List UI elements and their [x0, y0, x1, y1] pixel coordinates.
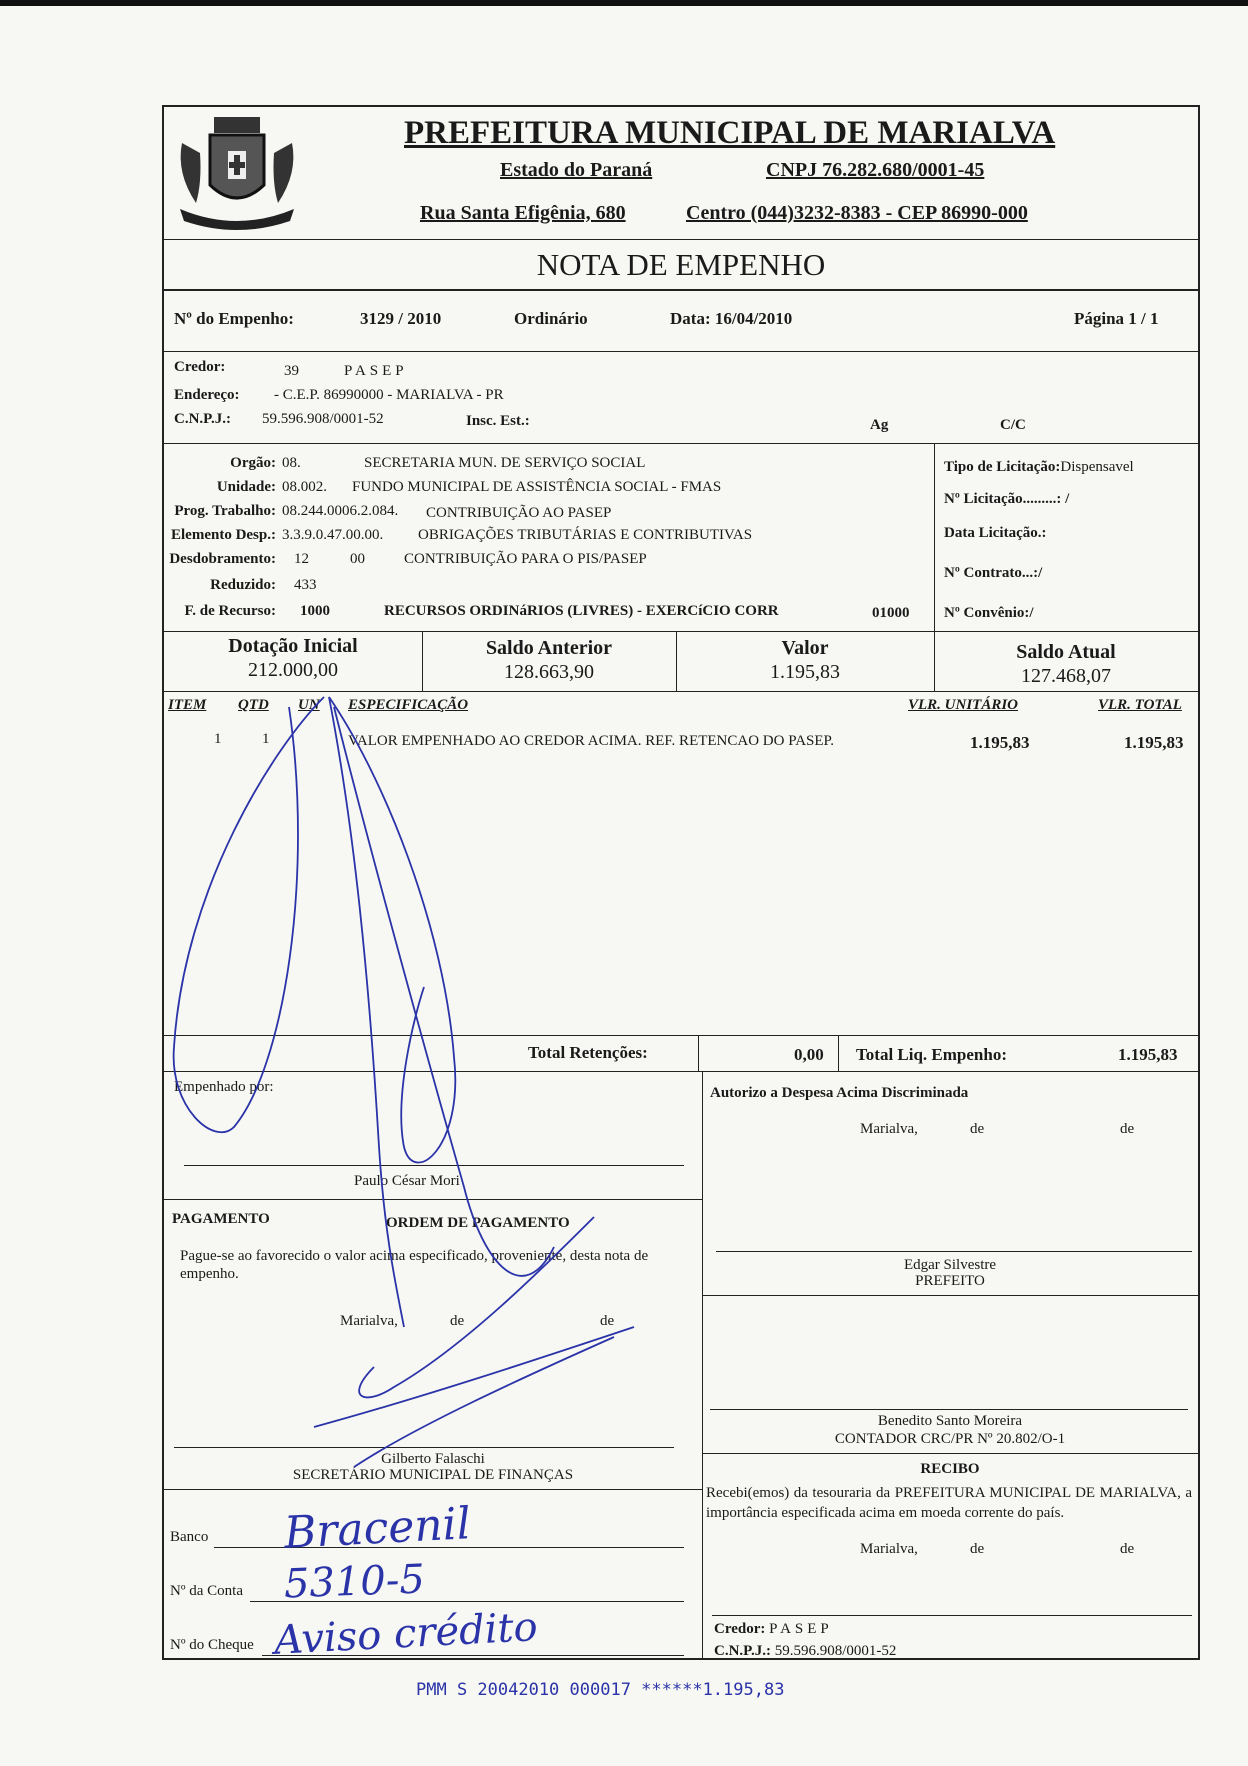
banco-label: Banco	[170, 1529, 209, 1545]
numero-conta-label: Nº da Conta	[170, 1583, 243, 1599]
saldo-atual-value: 127.468,07	[1021, 665, 1111, 687]
total-liquido-label: Total Liq. Empenho:	[856, 1045, 1007, 1064]
document-title: NOTA DE EMPENHO	[536, 247, 826, 282]
recibo-text: Recebi(emos) da tesouraria da PREFEITURA MUNICIPAL DE MARIALVA, a importância especificada acima em moeda corrente do país.	[706, 1485, 1192, 1521]
item-vlr-unitario: 1.195,83	[970, 733, 1030, 752]
insc-est-label: Insc. Est.:	[466, 413, 530, 429]
autorizo-de-2: de	[1120, 1121, 1135, 1137]
saldo-atual-label: Saldo Atual	[1016, 641, 1116, 663]
fonte-recurso-label: F. de Recurso:	[184, 603, 276, 619]
total-retencoes-label: Total Retenções:	[528, 1043, 648, 1062]
valor-value: 1.195,83	[770, 661, 840, 683]
secretario-role: SECRETÁRIO MUNICIPAL DE FINANÇAS	[292, 1467, 574, 1483]
numero-contrato: Nº Contrato...:/	[944, 565, 1043, 581]
data-licitacao: Data Licitação.:	[944, 525, 1047, 541]
cnpj-label: C.N.P.J.:	[174, 411, 231, 427]
empenho-type: Ordinário	[514, 309, 588, 328]
recibo-title: RECIBO	[920, 1461, 980, 1477]
recibo-de-2: de	[1120, 1541, 1135, 1557]
col-un-header: UN	[298, 697, 320, 713]
unidade-desc: FUNDO MUNICIPAL DE ASSISTÊNCIA SOCIAL - FMAS	[352, 479, 722, 495]
ordem-pagamento-label: ORDEM DE PAGAMENTO	[386, 1215, 570, 1231]
desdobramento-code2: 00	[350, 551, 365, 567]
orgao-code: 08.	[282, 455, 301, 471]
dotacao-inicial-value: 212.000,00	[248, 659, 338, 681]
elemento-desc: OBRIGAÇÕES TRIBUTÁRIAS E CONTRIBUTIVAS	[418, 527, 753, 543]
conta-corrente-label: C/C	[1000, 417, 1026, 433]
saldo-anterior-label: Saldo Anterior	[485, 637, 613, 659]
col-qtd-header: QTD	[238, 697, 269, 713]
credor-label: Credor:	[174, 359, 226, 375]
tipo-licitacao	[944, 459, 1134, 476]
desdobramento-code: 12	[294, 551, 309, 567]
tipo-licitacao-label: Tipo de Licitação:	[944, 459, 1061, 475]
pagamento-de-2: de	[600, 1313, 615, 1329]
item-number: 1	[214, 731, 222, 747]
elemento-label: Elemento Desp.:	[171, 527, 276, 543]
center-phone-cep: Centro (044)3232-8383 - CEP 86990-000	[686, 202, 1028, 224]
unidade-label: Unidade:	[216, 479, 276, 495]
orgao-desc: SECRETARIA MUN. DE SERVIÇO SOCIAL	[364, 455, 646, 471]
credor-address: - C.E.P. 86990000 - MARIALVA - PR	[274, 387, 504, 403]
saldo-anterior-value: 128.663,90	[504, 661, 594, 683]
empenhado-por-name: Paulo César Mori	[354, 1173, 460, 1189]
credor-cnpj: 59.596.908/0001-52	[262, 411, 384, 427]
numero-convenio: Nº Convênio:/	[944, 605, 1034, 621]
orgao-label: Orgão:	[230, 455, 276, 471]
empenhado-por-label: Empenhado por:	[174, 1079, 274, 1095]
scan-top-edge	[0, 0, 1248, 6]
tipo-licitacao-value: Dispensavel	[1060, 459, 1134, 475]
pagamento-de-1: de	[450, 1313, 465, 1329]
empenho-number: 3129 / 2010	[360, 309, 442, 328]
agencia-label: Ag	[870, 417, 889, 433]
contador-role: CONTADOR CRC/PR Nº 20.802/O-1	[834, 1431, 1066, 1447]
fonte-recurso-code2: 01000	[872, 605, 910, 621]
page-number: Página 1 / 1	[1074, 309, 1159, 328]
prog-trabalho-label: Prog. Trabalho:	[174, 503, 276, 519]
autorizo-despesa: Autorizo a Despesa Acima Discriminada	[710, 1085, 969, 1101]
empenho-number-label: Nº do Empenho:	[174, 309, 294, 328]
endereco-label: Endereço:	[174, 387, 240, 403]
prefeito-role: PREFEITO	[915, 1273, 985, 1289]
recibo-credor-value: PASEP	[769, 1621, 833, 1637]
recibo-cnpj	[714, 1643, 896, 1660]
pague-se-text: Pague-se ao favorecido o valor acima especificado, proveniente, desta nota de empenho.	[180, 1248, 649, 1282]
prefeito-name: Edgar Silvestre	[903, 1257, 997, 1273]
reduzido-label: Reduzido:	[210, 577, 276, 593]
fonte-recurso-code: 1000	[300, 603, 330, 619]
total-retencoes-value: 0,00	[794, 1045, 824, 1064]
autorizo-de-1: de	[970, 1121, 985, 1137]
elemento-code: 3.3.9.0.47.00.00.	[282, 527, 384, 543]
credor-code: 39	[284, 363, 299, 379]
municipality-title: PREFEITURA MUNICIPAL DE MARIALVA	[404, 115, 1056, 151]
pagamento-label: PAGAMENTO	[172, 1211, 270, 1227]
desdobramento-label: Desdobramento:	[169, 551, 276, 567]
numero-cheque-label: Nº do Cheque	[170, 1637, 254, 1653]
empenho-date: Data: 16/04/2010	[670, 309, 793, 328]
item-especificacao: VALOR EMPENHADO AO CREDOR ACIMA. REF. RETENCAO DO PASEP.	[348, 733, 834, 749]
credor-name: PASEP	[344, 363, 408, 379]
recibo-credor	[714, 1621, 833, 1638]
cheque-handwritten: Aviso crédito	[272, 1604, 539, 1664]
col-vlr-unitario-header: VLR. UNITÁRIO	[908, 697, 1019, 713]
coat-of-arms-logo	[172, 113, 302, 235]
recibo-marialva: Marialva,	[860, 1541, 918, 1557]
document-frame	[162, 105, 1200, 1664]
fonte-recurso-desc: RECURSOS ORDINáRIOS (LIVRES) - EXERCíCIO CORR	[384, 603, 779, 619]
state-text: Estado do Paraná	[500, 159, 653, 181]
valor-label: Valor	[781, 637, 829, 659]
conta-handwritten: 5310-5	[283, 1556, 426, 1608]
prog-trabalho-desc: CONTRIBUIÇÃO AO PASEP	[426, 505, 612, 521]
reduzido-code: 433	[294, 577, 317, 593]
cnpj-text: CNPJ 76.282.680/0001-45	[766, 159, 985, 181]
desdobramento-desc: CONTRIBUIÇÃO PARA O PIS/PASEP	[404, 551, 647, 567]
unidade-code: 08.002.	[282, 479, 327, 495]
numero-licitacao: Nº Licitação.........: /	[944, 491, 1070, 507]
footer-code: PMM S 20042010 000017 ******1.195,83	[416, 1680, 785, 1700]
street-address: Rua Santa Efigênia, 680	[420, 202, 626, 224]
col-vlr-total-header: VLR. TOTAL	[1098, 697, 1182, 713]
total-liquido-value: 1.195,83	[1118, 1045, 1178, 1064]
dotacao-inicial-label: Dotação Inicial	[228, 635, 358, 657]
banco-handwritten: Bracenil	[282, 1498, 472, 1559]
recibo-cnpj-label: C.N.P.J.:	[714, 1643, 771, 1659]
contador-name: Benedito Santo Moreira	[877, 1413, 1023, 1429]
recibo-de-1: de	[970, 1541, 985, 1557]
autorizo-marialva: Marialva,	[860, 1121, 918, 1137]
col-item-header: ITEM	[168, 697, 207, 713]
recibo-credor-label: Credor:	[714, 1621, 766, 1637]
recibo-cnpj-value: 59.596.908/0001-52	[774, 1643, 897, 1659]
item-vlr-total: 1.195,83	[1124, 733, 1184, 752]
col-especificacao-header: ESPECIFICAÇÃO	[348, 697, 469, 713]
item-qtd: 1	[262, 731, 270, 747]
signature-scribbles	[164, 627, 1198, 1527]
pagamento-marialva: Marialva,	[340, 1313, 398, 1329]
prog-trabalho-code: 08.244.0006.2.084.	[282, 503, 399, 519]
secretario-name: Gilberto Falaschi	[381, 1451, 485, 1467]
